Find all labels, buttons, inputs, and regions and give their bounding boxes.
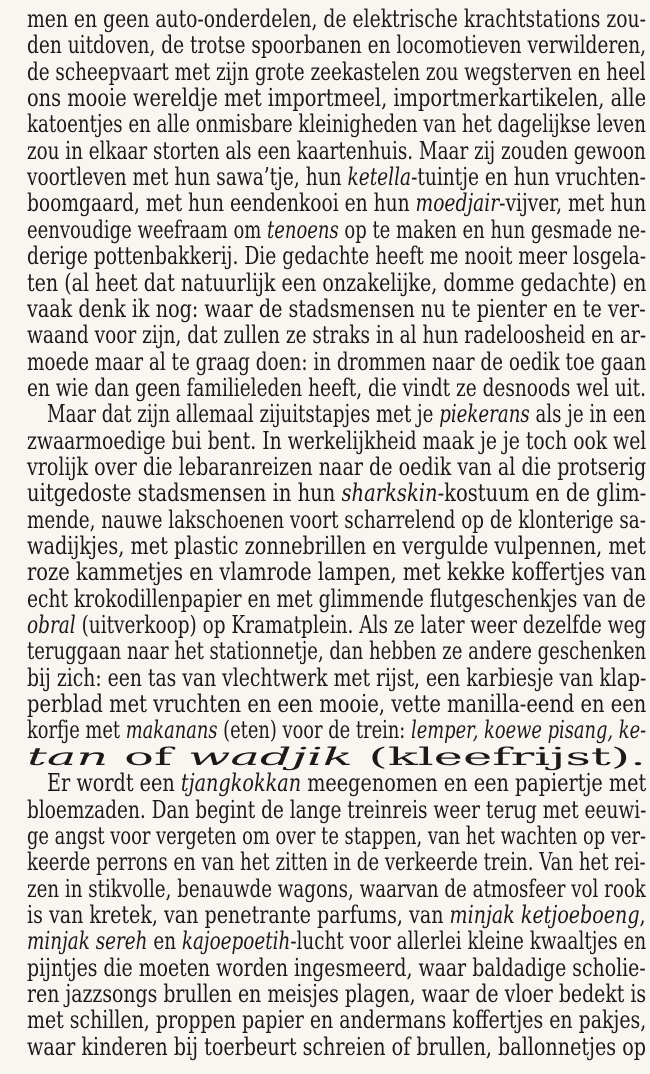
text-segment: moede maar al te graag doen: in drommen naar de oedik toe gaan [27, 347, 647, 376]
text-segment: keerde perrons en van het zitten in de verkeerde trein. Van het rei- [27, 848, 646, 877]
italic-term: tenoens [267, 215, 339, 244]
text-segment: bloemzaden. Dan begint de lange treinreis weer terug met eeuwi- [27, 795, 647, 824]
text-segment: ren jazzsongs brullen en meisjes plagen, waar de vloer bedekt is [27, 979, 647, 1008]
text-segment: vaak denk ik nog: waar de stadsmensen nu te pienter en te ver- [27, 294, 646, 323]
text-segment: perblad met vruchten en een mooie, vette manilla-eend en een [27, 690, 647, 719]
text-segment: als je in een [529, 400, 646, 429]
text-segment: (uitverkoop) op Kramatplein. Als ze later weer dezelfde weg [75, 611, 647, 640]
text-segment: echt krokodillenpapier en met glimmende flutgeschenkjes van de [27, 584, 646, 613]
text-segment: mende, nauwe lakschoenen voort scharrelend op de klonterige sa- [27, 505, 646, 534]
italic-term: kajoepoetih [181, 927, 291, 956]
text-segment: -kostuum en de glim- [437, 479, 647, 508]
text-segment: en wie dan geen familieleden heeft, die vindt ze desnoods wel uit. [27, 373, 646, 402]
text-segment: waar kinderen bij toerbeurt schreien of brullen, ballonnetjes op [27, 1032, 646, 1061]
italic-term: makanans [125, 716, 218, 745]
text-segment: ons mooie wereldje met importmeel, importmerkartikelen, alle [27, 84, 647, 113]
italic-term: sharkskin [341, 479, 438, 508]
italic-term: piekerans [439, 400, 530, 429]
text-segment: en [147, 927, 182, 956]
text-segment: boomgaard, met hun eendenkooi en hun [27, 189, 416, 218]
text-segment: , [639, 900, 646, 929]
italic-term: minjak ketjoeboeng [449, 900, 640, 929]
italic-term: moedjair [415, 189, 500, 218]
text-segment: met schillen, proppen papier en andermans koffertjes en pakjes, [27, 1006, 647, 1035]
text-segment: uitgedoste stadsmensen in hun [27, 479, 342, 508]
italic-term: wadjik [187, 742, 353, 771]
text-segment: katoentjes en alle onmisbare kleinigheden van het dagelijkse leven [27, 110, 646, 139]
text-segment: -vijver, met hun [499, 189, 647, 218]
text-segment: Er wordt een [47, 769, 181, 798]
text-segment: wadijkjes, met plastic zonnebrillen en vergulde vulpennen, met [27, 532, 646, 560]
italic-term: lemper, koewe pisang, ke- [410, 716, 647, 745]
text-segment: -lucht voor allerlei kleine kwaaltjes en [290, 927, 647, 956]
text-segment: vrolijk over die lebaranreizen naar de oedik van al die protserig [27, 452, 647, 481]
text-segment: op te maken en hun gesmade ne- [338, 215, 647, 244]
text-segment: (kleefrijst). [352, 742, 646, 771]
text-segment: zwaarmoedige bui bent. In werkelijkheid maak je je toch ook wel [27, 426, 647, 455]
italic-term: tjangkokkan [180, 769, 302, 798]
italic-term: obral [27, 611, 76, 640]
text-segment: roze kammetjes en vlamrode lampen, met kekke koffertjes van [27, 558, 647, 587]
text-segment: den uitdoven, de trotse spoorbanen en locomotieven verwilderen, [27, 31, 647, 60]
text-segment: derige pottenbakkerij. Die gedachte heeft me nooit meer losgela- [27, 242, 647, 271]
text-segment: ten (al heet dat natuurlijk een onzakelijke, domme gedachte) en [27, 268, 647, 297]
text-segment: voortleven met hun sawa’tje, hun [27, 163, 348, 192]
text-segment: de scheepvaart met zijn grote zeekastelen zou wegsterven en heel [27, 57, 646, 86]
text-segment: eenvoudige weefraam om [27, 215, 268, 244]
text-line [27, 1030, 646, 1064]
italic-term: minjak sereh [27, 927, 148, 956]
text-segment: is van kretek, van penetrante parfums, van [27, 900, 450, 929]
italic-term: ketella [347, 163, 412, 192]
text-segment: meegenomen en een papiertje met [301, 769, 647, 798]
text-segment: bij zich: een tas van vlechtwerk met rijst, een karbiesje van klap- [27, 663, 647, 692]
text-segment: zen in stikvolle, benauwde wagons, waarvan de atmosfeer vol rook [27, 874, 646, 903]
text-segment: pijntjes die moeten worden ingesmeerd, waar baldadige scholie- [27, 953, 646, 982]
text-segment: teruggaan naar het stationnetje, dan hebben ze andere geschenken [27, 637, 647, 666]
italic-term: tan [27, 742, 109, 771]
text-segment: men en geen auto-onderdelen, de elektrische krachtstations zou- [27, 5, 646, 33]
text-segment: (eten) voor de trein: [217, 716, 411, 745]
text-segment: -tuintje en hun vruchten- [411, 163, 646, 192]
text-segment: korfje met [27, 716, 126, 745]
text-segment: of [108, 742, 188, 771]
text-segment: zou in elkaar storten als een kaartenhuis. Maar zij zouden gewoon [27, 136, 646, 165]
text-segment: ge angst voor vergeten om over te stappen, van het wachten op ver- [27, 821, 647, 850]
text-segment: waand voor zijn, dat zullen ze straks in al hun radeloosheid en ar- [27, 321, 647, 350]
text-segment: Maar dat zijn allemaal zijuitstapjes met je [47, 400, 440, 429]
